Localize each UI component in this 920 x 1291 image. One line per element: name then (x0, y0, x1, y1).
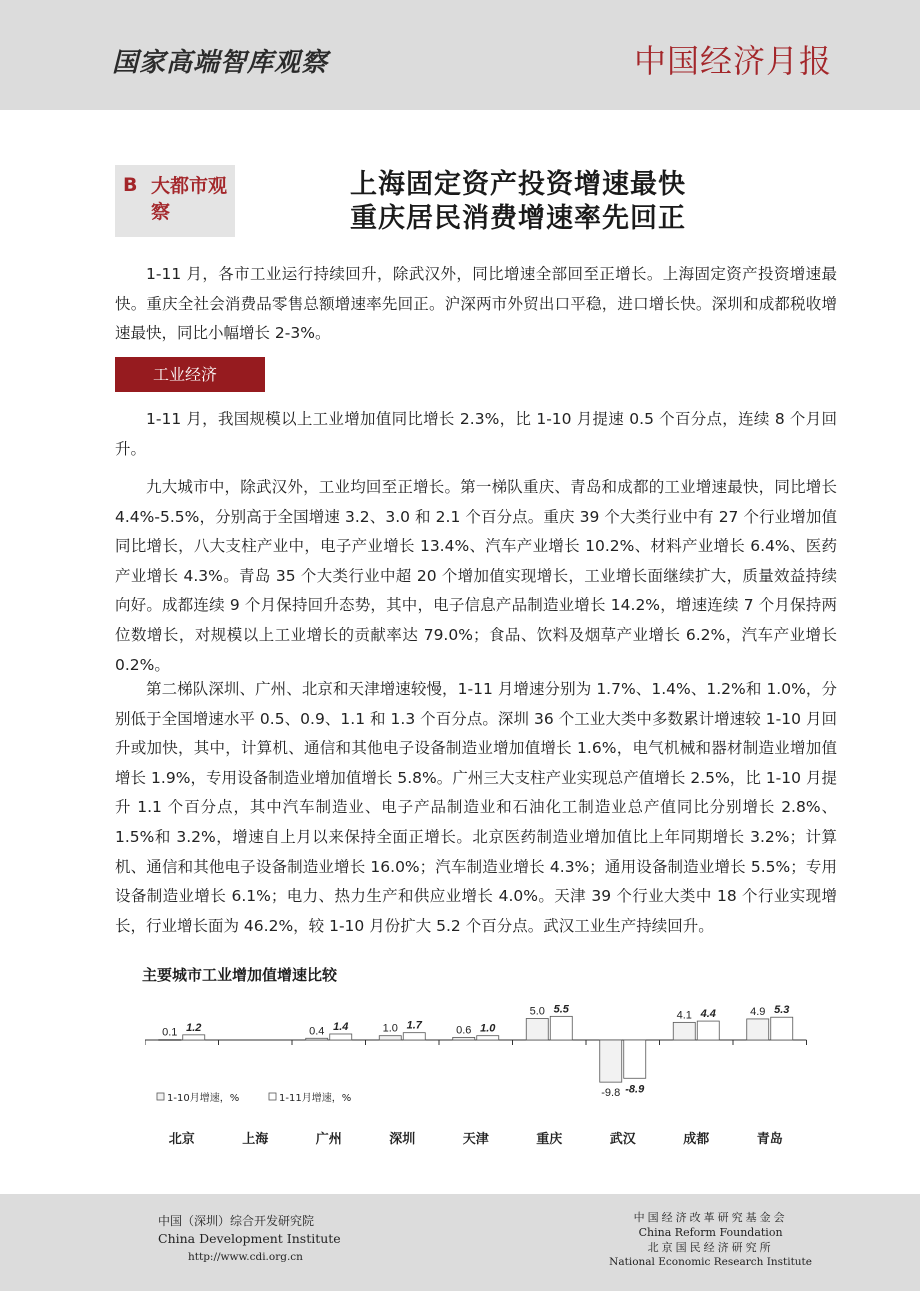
intro-paragraph: 1-11 月，各市工业运行持续回升，除武汉外，同比增速全部回至正增长。上海固定资产投资增速最快。重庆全社会消费品零售总额增速率先回正。沪深两市外贸出口平稳，进口增长快。深圳和成都税收增速最快，同比小幅增长 2-3%。 (115, 265, 837, 343)
bar-1-11 (771, 1017, 793, 1040)
footer-institute-en: National Economic Research Institute (609, 1256, 812, 1268)
data-label: 5.0 (529, 1005, 545, 1018)
category-label: 天津 (462, 1132, 489, 1147)
bar-1-10 (600, 1040, 622, 1082)
data-label: 1.2 (186, 1021, 202, 1034)
chart-title: 主要城市工业增加值增速比较 (142, 966, 338, 984)
category-label: 青岛 (756, 1132, 783, 1147)
data-label: 1.0 (480, 1022, 496, 1035)
bar-1-10 (453, 1037, 475, 1040)
bar-1-11 (403, 1033, 425, 1040)
bar-1-11 (697, 1021, 719, 1040)
data-label: 0.6 (456, 1024, 472, 1037)
body-paragraph: 1-11 月，我国规模以上工业增加值同比增长 2.3%，比 1-10 月提速 0.5 个百分点，连续 8 个月回升。 (115, 410, 837, 458)
data-label: 1.4 (333, 1020, 349, 1033)
page-footer (0, 1194, 920, 1291)
bar-1-11 (183, 1035, 205, 1040)
legend-label: 1-10月增速，% (167, 1093, 240, 1104)
bar-1-10 (526, 1019, 548, 1041)
section-letter: B (123, 174, 138, 196)
data-label: 5.3 (774, 1004, 790, 1017)
footer-url: http://www.cdi.org.cn (188, 1251, 303, 1263)
data-label: -9.8 (601, 1087, 621, 1100)
bar-chart (145, 980, 825, 1150)
footer-right (609, 1210, 812, 1270)
bar-1-11 (477, 1036, 499, 1040)
section-tag (115, 165, 235, 237)
data-label: 4.9 (750, 1005, 766, 1018)
footer-foundation-en: China Reform Foundation (638, 1226, 783, 1239)
footer-org-en: China Development Institute (158, 1231, 341, 1246)
data-label: 1.7 (406, 1019, 422, 1032)
headline-line-2: 重庆居民消费增速率先回正 (350, 203, 686, 234)
article-headline (350, 168, 686, 236)
category-label: 上海 (242, 1132, 269, 1147)
data-label: 0.4 (309, 1025, 325, 1038)
legend-swatch (157, 1093, 164, 1100)
bar-1-10 (306, 1038, 328, 1040)
headline-line-1: 上海固定资产投资增速最快 (350, 169, 686, 200)
page-header (0, 0, 920, 110)
bar-1-10 (159, 1040, 181, 1041)
category-label: 成都 (683, 1132, 710, 1147)
footer-foundation-cn: 中国经济改革研究基金会 (633, 1211, 788, 1224)
data-label: -8.9 (625, 1083, 645, 1096)
brand-logo-text: 国家高端智库观察 (112, 48, 329, 78)
bar-1-11 (550, 1016, 572, 1040)
category-label: 广州 (315, 1132, 342, 1147)
legend-swatch (269, 1093, 276, 1100)
bar-1-11 (330, 1034, 352, 1040)
body-paragraph: 第二梯队深圳、广州、北京和天津增速较慢，1-11 月增速分别为 1.7%、1.4%、1.2%和 1.0%，分别低于全国增速水平 0.5、0.9、1.1 和 1.3 个百分点。深圳 36 个工业大类中多数累计增速较 1-10 月回升或加快，其中，计算机、通信和其他电子设备制造业增加值增长 1.6%，电气机械和器材制造业增加值增长 1.9%，专用设备制造业增加值增长 5.8%。广州三大支柱产业实现总产值增长 2.5%，比 1-10 月提升 1.1 个百分点，其中汽车制造业、电子产品制造业和石油化工制造业总产值同比分别增长 2.8%、1.5%和 3.2%，增速自上月以来保持全面正增长。北京医药制造业增加值比上年同期增长 3.2%；计算机、通信和其他电子设备制造业增长 16.0%；汽车制造业增长 4.3%；通用设备制造业增长 5.5%；专用设备制造业增长 6.1%；电力、热力生产和供应业增长 4.0%。天津 39 个行业大类中 18 个行业实现增长，行业增长面为 46.2%，较 1-10 月份扩大 5.2 个百分点。武汉工业生产持续回升。 (115, 680, 837, 935)
category-label: 深圳 (389, 1132, 416, 1147)
body-paragraph: 九大城市中，除武汉外，工业均回至正增长。第一梯队重庆、青岛和成都的工业增速最快，同比增长 4.4%-5.5%，分别高于全国增速 3.2、3.0 和 2.1 个百分点。重庆 39 个大类行业中有 27 个行业增加值同比增长，八大支柱产业中，电子产业增长 13.4%、汽车产业增长 10.2%、材料产业增长 6.4%、医药产业增长 4.3%。青岛 35 个大类行业中超 20 个增加值实现增长，工业增长面继续扩大，质量效益持续向好。成都连续 9 个月保持回升态势，其中，电子信息产品制造业增长 14.2%，增速连续 7 个月保持两位数增长，对规模以上工业增长的贡献率达 79.0%；食品、饮料及烟草产业增长 6.2%，汽车产业增长 0.2%。 (115, 478, 837, 674)
category-label: 重庆 (536, 1132, 563, 1147)
data-label: 1.0 (382, 1022, 398, 1035)
category-label: 北京 (168, 1132, 195, 1147)
data-label: 4.1 (676, 1009, 692, 1022)
data-label: 5.5 (553, 1003, 569, 1016)
legend-label: 1-11月增速，% (279, 1093, 352, 1104)
data-label: 4.4 (700, 1008, 716, 1021)
subsection-heading: 工业经济 (115, 357, 265, 392)
category-label: 武汉 (609, 1132, 636, 1147)
bar-1-10 (673, 1022, 695, 1040)
data-label: 0.1 (162, 1026, 178, 1039)
footer-left (158, 1212, 341, 1266)
bar-1-10 (379, 1036, 401, 1040)
footer-org-cn: 中国（深圳）综合开发研究院 (158, 1214, 315, 1228)
section-label: 大都市观察 (151, 175, 228, 223)
bar-1-10 (747, 1019, 769, 1040)
footer-institute-cn: 北京国民经济研究所 (647, 1241, 774, 1254)
bar-1-11 (624, 1040, 646, 1078)
publication-title: 中国经济月报 (633, 42, 832, 80)
